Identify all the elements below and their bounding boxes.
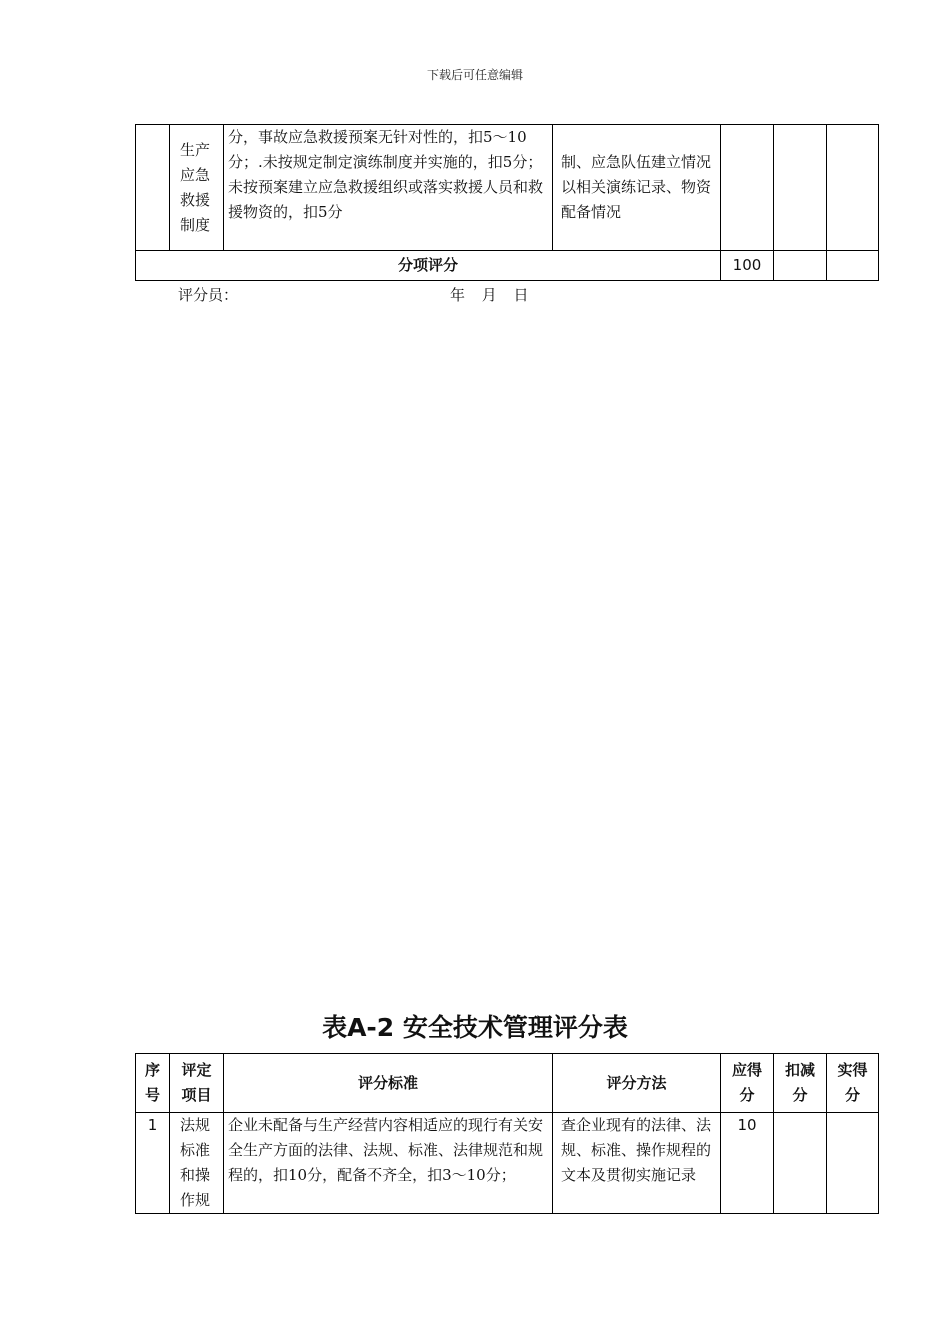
header-item: 评定项目 — [170, 1054, 224, 1113]
table-row — [136, 1113, 879, 1214]
actual-score-cell — [827, 1113, 879, 1214]
header-deduct: 扣减分 — [774, 1054, 827, 1113]
header-row — [136, 1054, 879, 1113]
safety-tech-management-table — [135, 1053, 879, 1214]
scorer-label: 评分员： — [178, 286, 239, 304]
subtotal-value: 100 — [721, 251, 774, 281]
subtotal-actual-cell — [827, 251, 879, 281]
item-cell: 法规标准和操作规 — [170, 1113, 224, 1214]
criteria-cell: 分，事故应急救援预案无针对性的，扣5～10分；.未按规定制定演练制度并实施的，扣5分； 未按预案建立应急救援组织或落实救援人员和救援物资的，扣5分 — [224, 125, 553, 251]
row-number-cell — [136, 125, 170, 251]
criteria-cell: 企业未配备与生产经营内容相适应的现行有关安全生产方面的法律、法规、标准、法律规范和规程的，扣10分，配备不齐全，扣3～10分； — [224, 1113, 553, 1214]
header-actual: 实得分 — [827, 1054, 879, 1113]
deduct-score-cell — [774, 125, 827, 251]
subtotal-label: 分项评分 — [136, 251, 721, 281]
date-label: 年 月 日 — [450, 286, 531, 304]
actual-score-cell — [827, 125, 879, 251]
header-method: 评分方法 — [553, 1054, 721, 1113]
header-note: 下载后可任意编辑 — [426, 68, 523, 82]
method-cell: 制、应急队伍建立情况以相关演练记录、物资配备情况 — [553, 125, 721, 251]
row-number: 1 — [136, 1113, 170, 1214]
due-score-cell — [721, 125, 774, 251]
header-criteria: 评分标准 — [224, 1054, 553, 1113]
deduct-score-cell — [774, 1113, 827, 1214]
header-due: 应得分 — [721, 1054, 774, 1113]
due-score-cell: 10 — [721, 1113, 774, 1214]
table-row — [136, 125, 879, 251]
subtotal-deduct-cell — [774, 251, 827, 281]
scoring-table-continued — [135, 124, 879, 281]
header-no: 序号 — [136, 1054, 170, 1113]
subtotal-row — [136, 251, 879, 281]
method-cell: 查企业现有的法律、法规、标准、操作规程的文本及贯彻实施记录 — [553, 1113, 721, 1214]
item-cell: 生产应急救援制度 — [170, 125, 224, 251]
table-title: 表A-2 安全技术管理评分表 — [322, 1013, 628, 1042]
